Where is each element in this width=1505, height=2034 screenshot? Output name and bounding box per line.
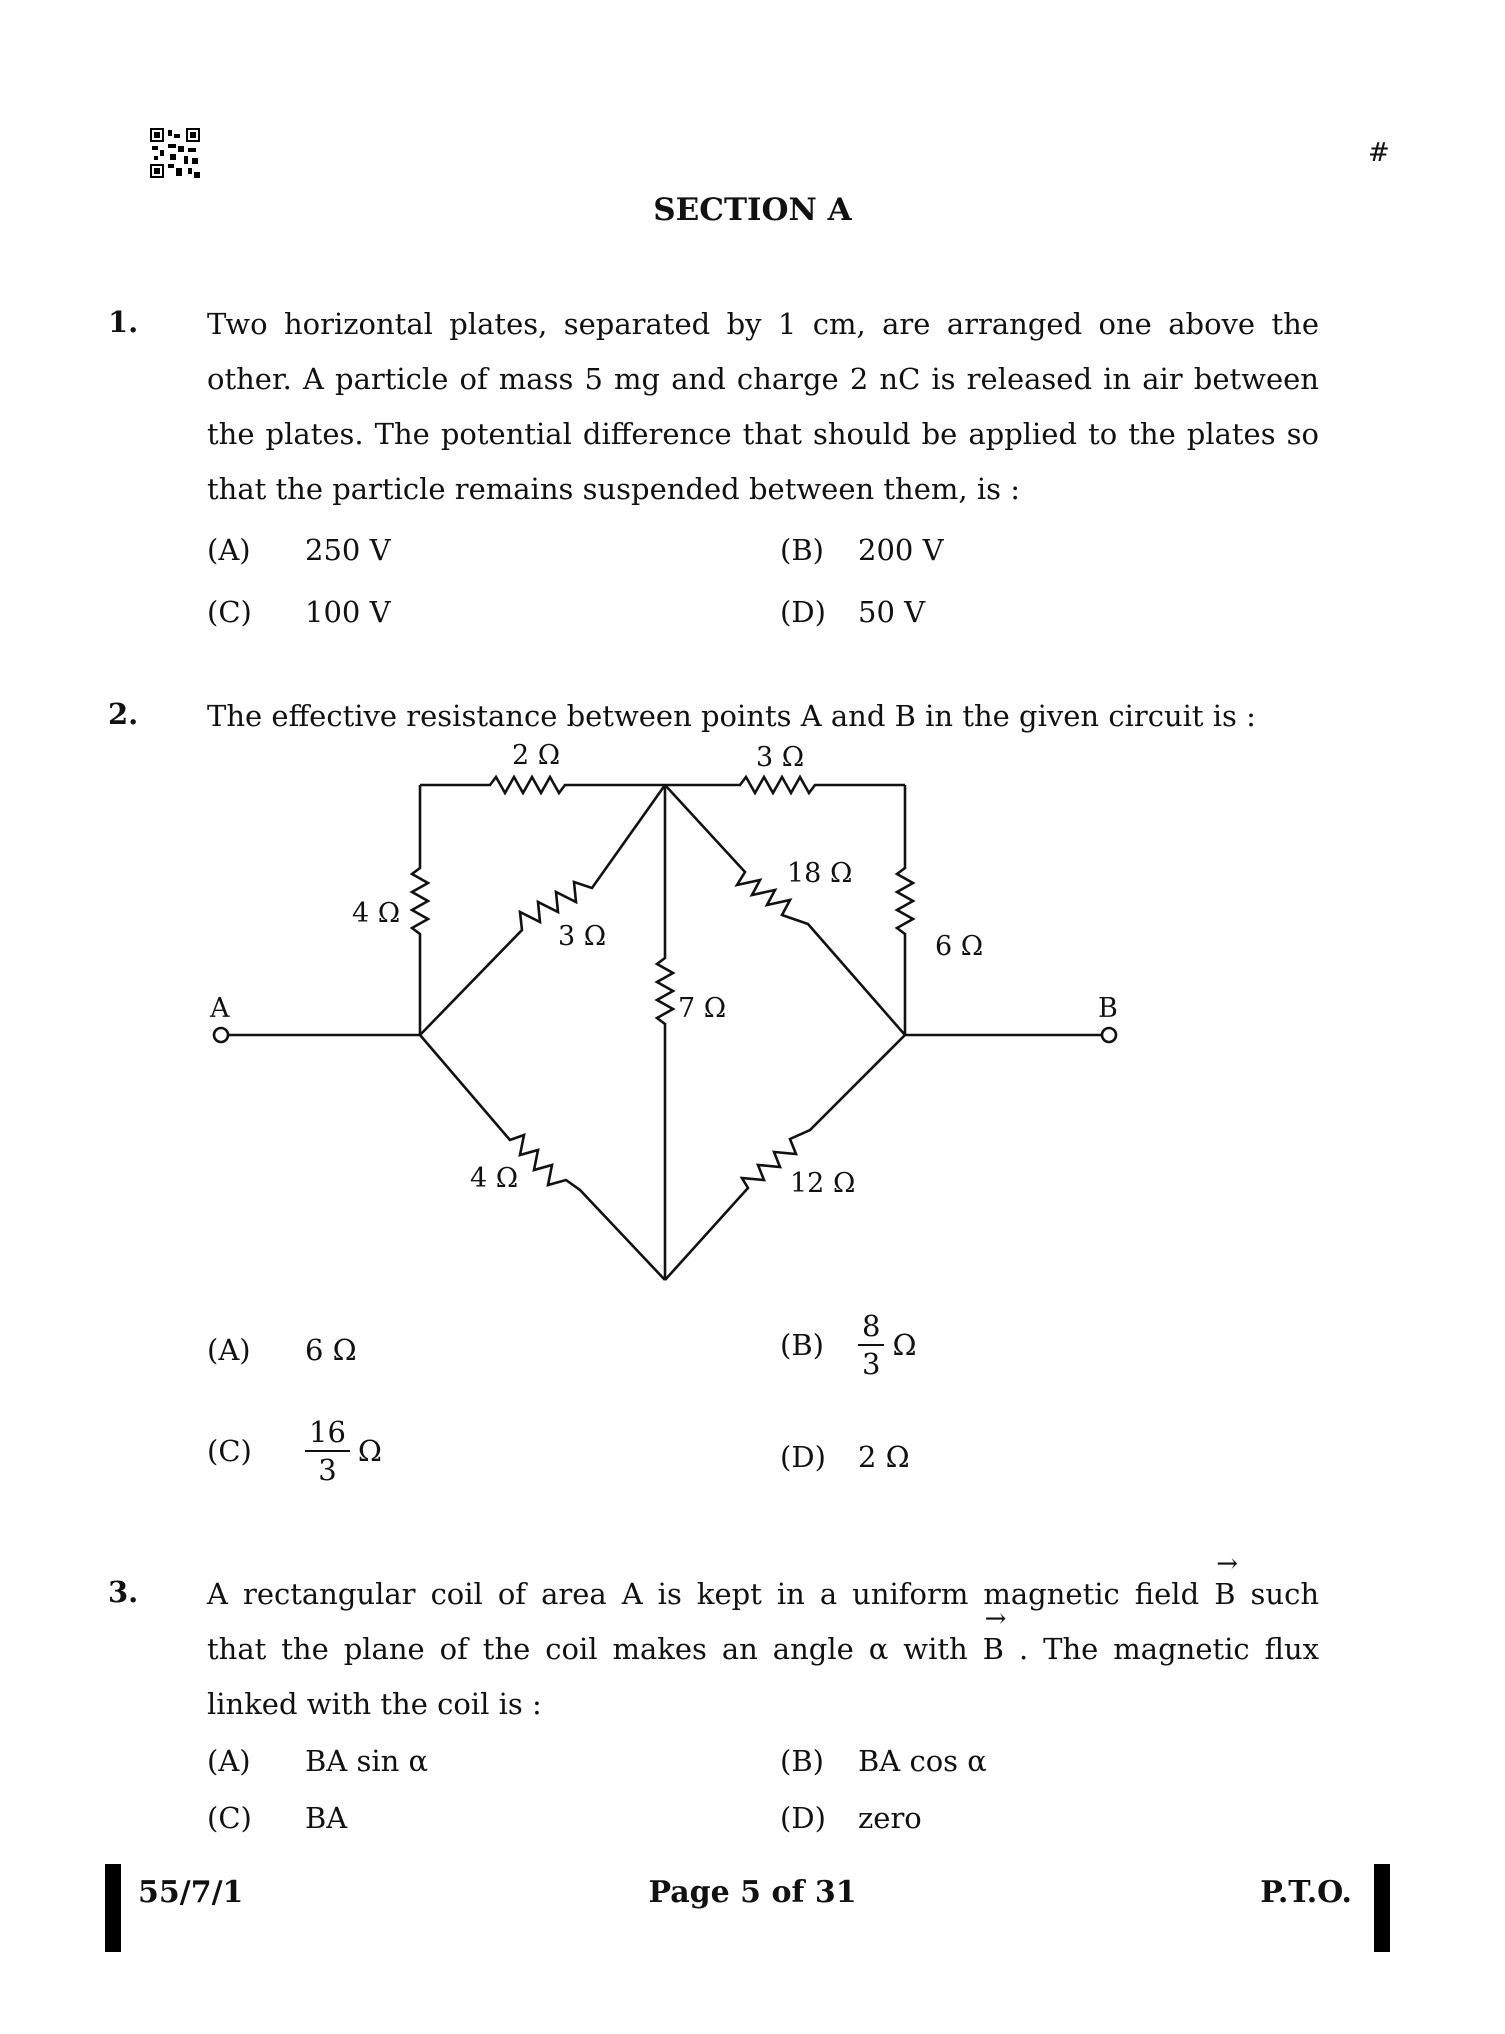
- option-label: (C): [207, 1434, 252, 1468]
- question-number: 3.: [108, 1575, 139, 1609]
- footer-bar-right: [1374, 1864, 1390, 1952]
- question-line: [207, 1622, 1319, 1677]
- option-b[interactable]: [780, 1308, 917, 1382]
- option-value: 200 V: [858, 533, 944, 567]
- text-run: . The magnetic flux: [1018, 1632, 1319, 1666]
- resistor-label: 6 Ω: [935, 931, 984, 962]
- option-label: (B): [780, 1744, 824, 1778]
- option-label: (A): [207, 1744, 251, 1778]
- unit: Ω: [892, 1328, 917, 1362]
- denominator: 3: [318, 1453, 337, 1487]
- question-line: linked with the coil is :: [207, 1687, 542, 1721]
- fraction: [858, 1308, 884, 1382]
- pto-label: P.T.O.: [1260, 1875, 1352, 1910]
- option-label: (D): [780, 1801, 826, 1835]
- section-title: SECTION A: [653, 192, 852, 228]
- text-run: that the plane of the coil makes an angle α with: [207, 1632, 968, 1666]
- text-run: such: [1250, 1577, 1320, 1611]
- option-d[interactable]: [780, 1440, 910, 1474]
- option-value: 250 V: [305, 533, 391, 567]
- option-value: BA cos α: [858, 1744, 987, 1778]
- text-run: A rectangular coil of area A is kept in a uniform magnetic field: [207, 1577, 1200, 1611]
- question-line: that the particle remains suspended between them, is :: [207, 472, 1020, 506]
- question-line: other. A particle of mass 5 mg and charge 2 nC is released in air between: [207, 362, 1319, 396]
- fraction: [305, 1414, 350, 1488]
- question-number: 1.: [108, 305, 139, 339]
- resistor-label: 2 Ω: [512, 740, 561, 771]
- numerator: 8: [858, 1308, 884, 1346]
- option-value: 100 V: [305, 595, 391, 629]
- resistor-label: 4 Ω: [352, 898, 401, 929]
- hash-mark: #: [1368, 138, 1390, 168]
- option-value: 6 Ω: [305, 1333, 357, 1367]
- paper-code: 55/7/1: [138, 1875, 244, 1910]
- option-label: (C): [207, 1801, 252, 1835]
- option-value: 50 V: [858, 595, 926, 629]
- option-d[interactable]: [780, 1801, 922, 1835]
- option-label: (B): [780, 533, 824, 567]
- vector-b: → B: [983, 1622, 1004, 1677]
- option-label: (D): [780, 595, 826, 629]
- option-label: (D): [780, 1440, 826, 1474]
- denominator: 3: [862, 1347, 881, 1381]
- resistor-label: 3 Ω: [756, 742, 805, 773]
- resistor-label: 18 Ω: [787, 858, 853, 889]
- question-line: [207, 1567, 1319, 1622]
- terminal-a-label: A: [210, 993, 230, 1024]
- option-label: (A): [207, 1333, 251, 1367]
- page-number: Page 5 of 31: [648, 1875, 857, 1910]
- option-value: BA: [305, 1801, 348, 1835]
- option-label: (B): [780, 1328, 824, 1362]
- option-a[interactable]: [207, 1744, 428, 1778]
- option-value: zero: [858, 1801, 922, 1835]
- option-label: (C): [207, 595, 252, 629]
- numerator: 16: [305, 1414, 350, 1452]
- terminal-b-label: B: [1098, 993, 1118, 1024]
- unit: Ω: [357, 1434, 382, 1468]
- option-b[interactable]: [780, 1744, 987, 1778]
- option-c[interactable]: [207, 1801, 347, 1835]
- question-text: [207, 1567, 1319, 1732]
- resistor-label: 12 Ω: [790, 1168, 856, 1199]
- option-value: 2 Ω: [858, 1440, 910, 1474]
- question-line: the plates. The potential difference that should be applied to the plates so: [207, 417, 1319, 451]
- option-label: (A): [207, 533, 251, 567]
- question-number: 2.: [108, 697, 139, 731]
- option-c[interactable]: [207, 1414, 382, 1488]
- resistor-label: 7 Ω: [678, 993, 727, 1024]
- option-value: BA sin α: [305, 1744, 429, 1778]
- question-line: Two horizontal plates, separated by 1 cm, are arranged one above the: [207, 307, 1319, 341]
- option-a[interactable]: [207, 1333, 357, 1367]
- resistor-label: 3 Ω: [558, 921, 607, 952]
- question-line: The effective resistance between points A and B in the given circuit is :: [207, 699, 1256, 733]
- resistor-label: 4 Ω: [470, 1163, 519, 1194]
- vector-b: → B: [1214, 1567, 1235, 1622]
